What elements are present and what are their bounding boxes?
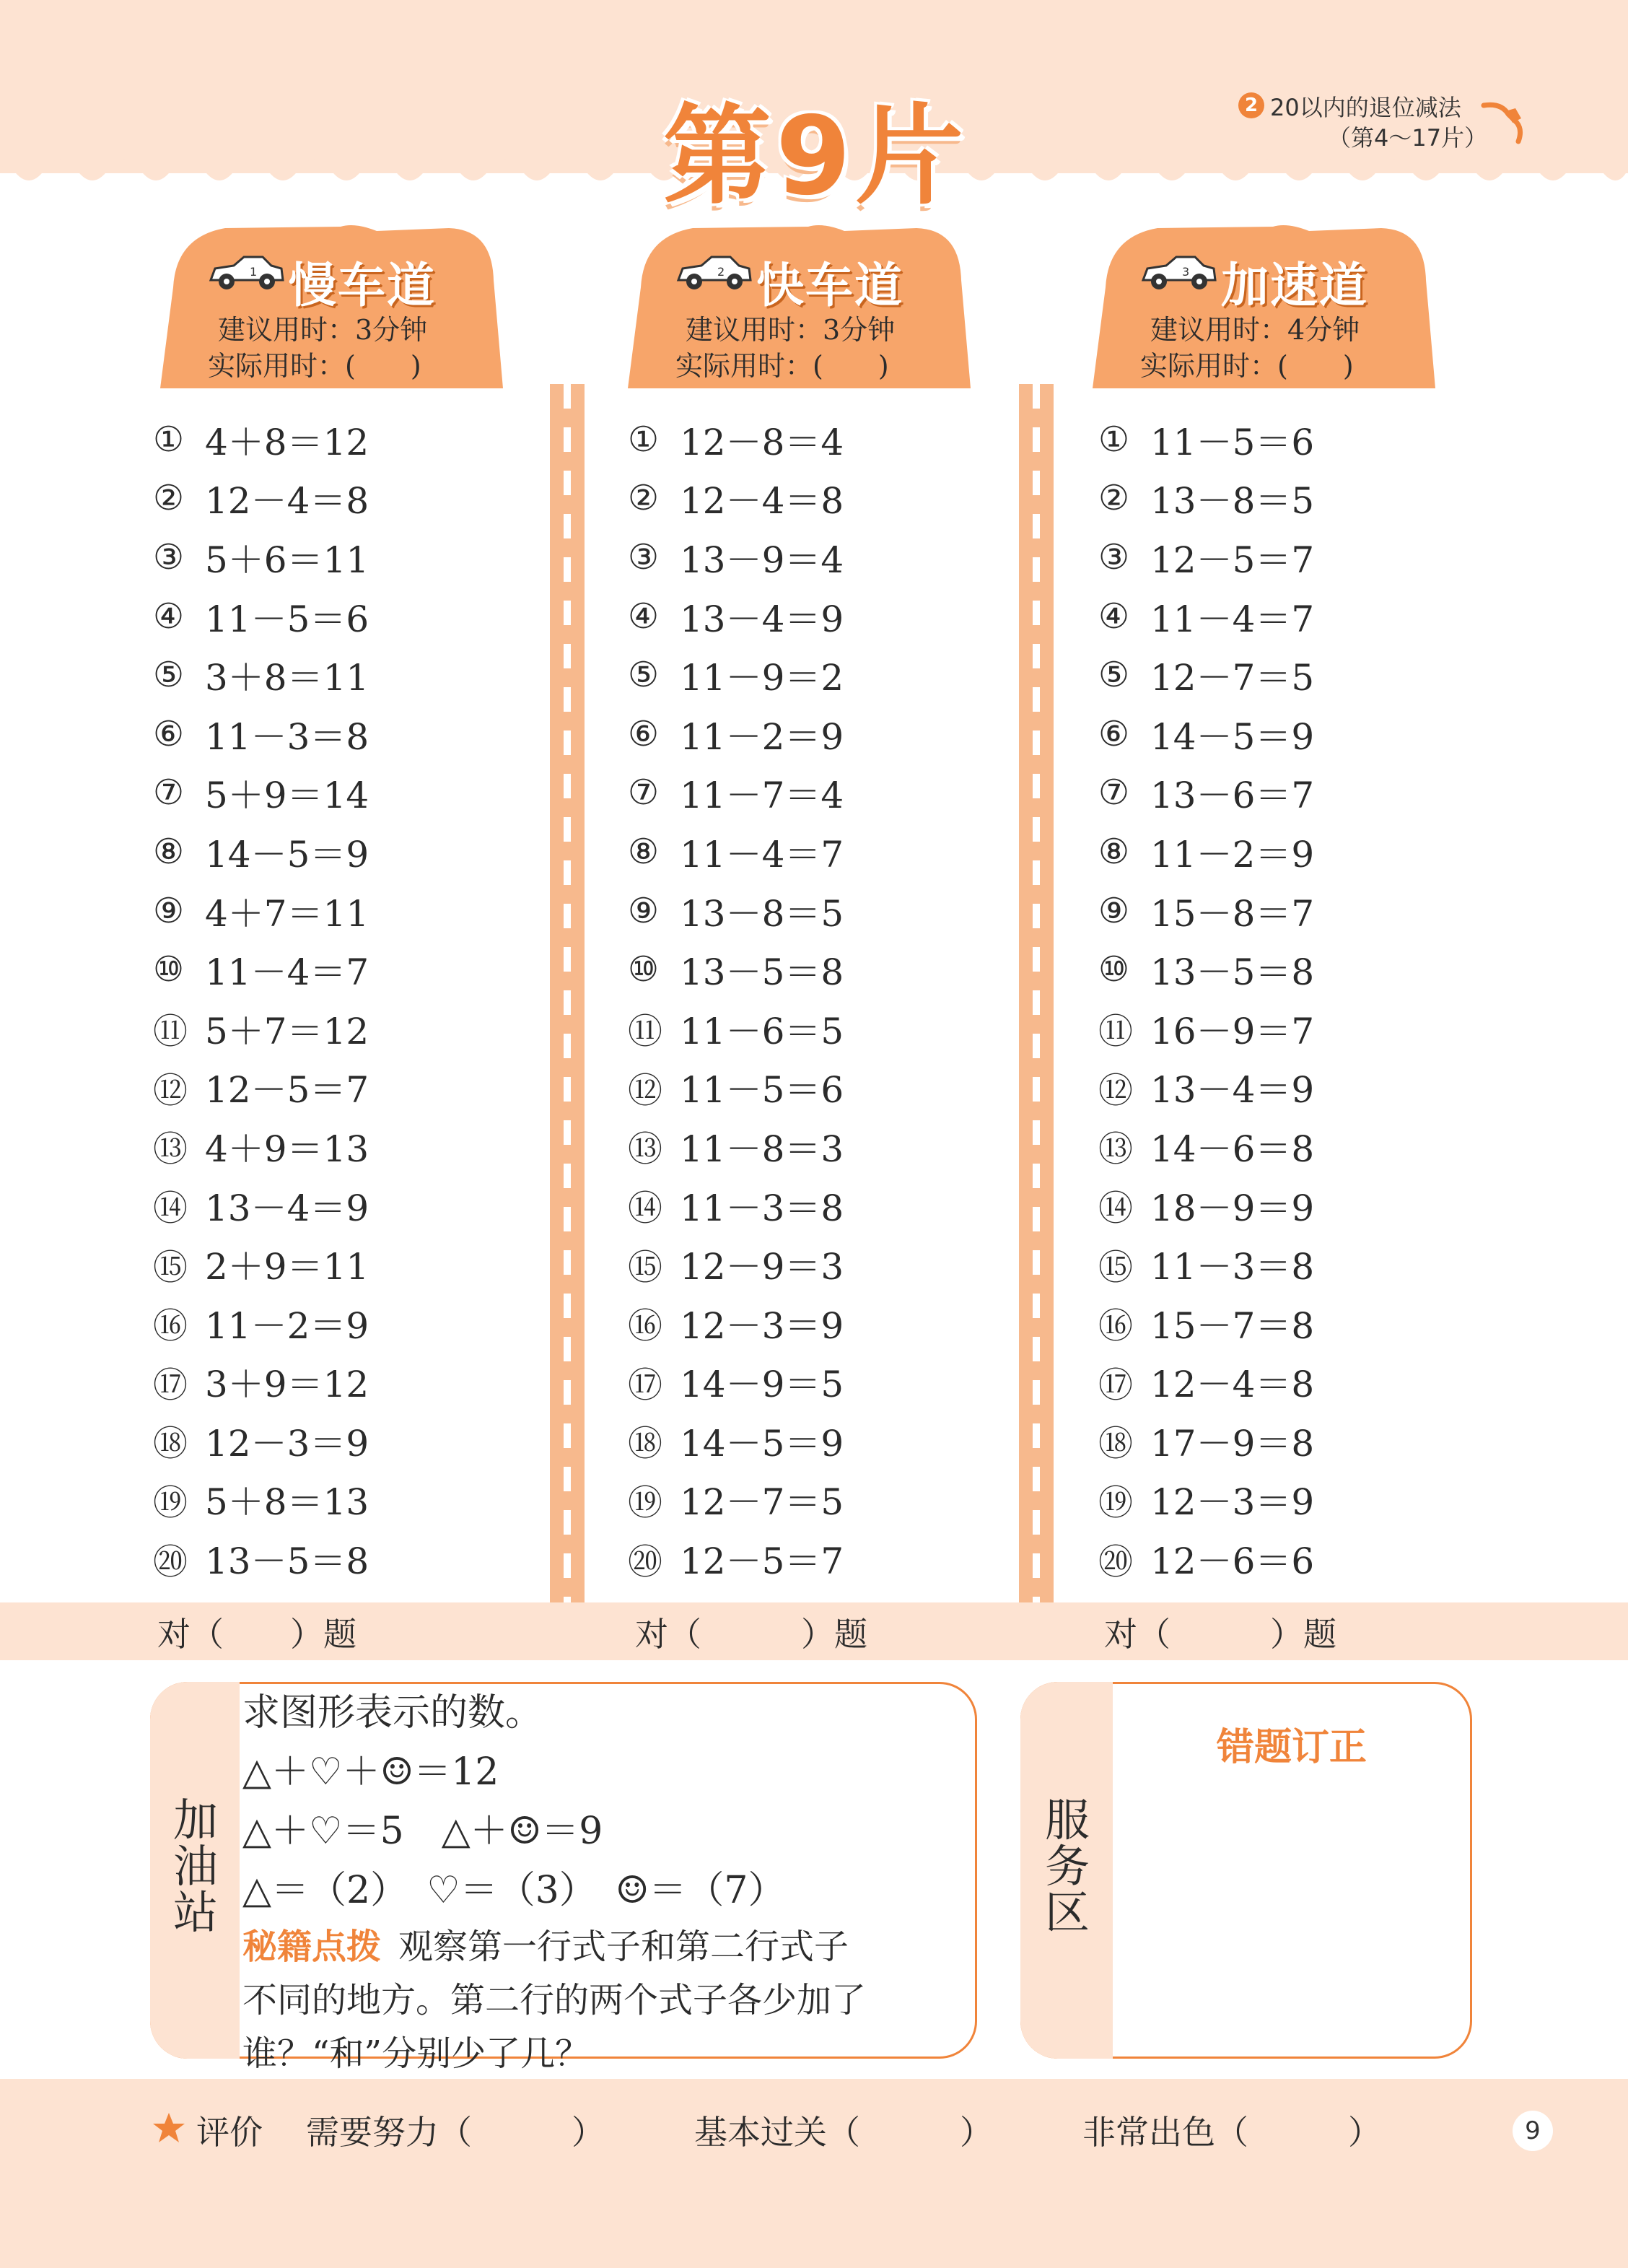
problem-number: ③ [1098,536,1130,577]
problem-row [628,1176,916,1235]
problem-expression: 11－9＝2 [680,657,844,699]
problem-expression: 17－9＝8 [1150,1422,1315,1465]
road-divider [1019,384,1054,1611]
problem-number: ④ [153,596,185,637]
problem-row [628,469,916,528]
problem-expression: 14－5＝9 [205,833,369,876]
problem-expression: 11－4＝7 [680,833,844,876]
problem-number: ④ [1098,596,1130,637]
station-equation-1: △＋♡＋☺＝12 [242,1750,499,1794]
problem-number: ⑮ [1098,1247,1134,1288]
problem-number: ⑪ [1098,1011,1134,1052]
problem-row [628,528,916,587]
problem-row [153,1411,442,1470]
race-car-icon [206,253,286,293]
lane-actual-time: 实际用时：( ) [208,350,421,382]
problem-expression: 14－6＝8 [1150,1128,1315,1170]
lane-header-accelerate [1093,222,1435,388]
lane-name: 快车道 [756,258,903,313]
problem-expression: 11－2＝9 [680,715,844,758]
eval-option-excellent: 非常出色（ ） [1082,2113,1381,2152]
problem-expression: 5＋7＝12 [205,1010,369,1052]
problem-number: ⑰ [628,1364,663,1405]
problem-row [153,1058,442,1117]
problem-number: ⑪ [153,1011,188,1052]
problem-expression: 16－9＝7 [1150,1010,1315,1052]
road-divider [550,384,585,1611]
problem-number: ⑥ [1098,713,1130,754]
station-label: 加油站 [172,1794,218,1939]
problem-row [1098,1234,1387,1294]
station-prompt: 求图形表示的数。 [242,1691,543,1735]
problem-number: ⑲ [1098,1482,1134,1523]
problem-expression: 13－4＝9 [1150,1069,1315,1112]
problem-expression: 11－2＝9 [205,1304,369,1347]
problem-number: ⑳ [628,1541,663,1582]
lane-suggested-time: 建议用时：4分钟 [1150,314,1360,346]
correction-title: 错题订正 [1216,1726,1367,1769]
problem-number: ⑱ [628,1423,663,1465]
problem-expression: 11－3＝8 [1150,1246,1315,1288]
problem-number: ⑬ [628,1129,663,1170]
problem-row [628,1234,916,1294]
problem-number: ⑧ [1098,831,1130,872]
problem-expression: 12－7＝5 [680,1481,844,1524]
problem-number: ⑭ [628,1188,663,1229]
problem-expression: 13－9＝4 [680,538,844,581]
problem-expression: 13－4＝9 [205,1187,369,1229]
problem-number: ⑩ [153,949,185,990]
lane-header-fast [628,222,971,388]
problem-expression: 12－4＝8 [1150,1364,1315,1406]
problem-expression: 12－3＝9 [205,1422,369,1465]
problem-number: ⑳ [153,1541,188,1582]
page-number: 9 [1513,2111,1553,2151]
problem-row [628,822,916,881]
problem-expression: 11－2＝9 [1150,833,1315,876]
race-car-icon [1139,253,1218,293]
lane-actual-time: 实际用时：( ) [1140,350,1354,382]
problem-expression: 12－9＝3 [680,1246,844,1288]
eval-option-basic-pass: 基本过关（ ） [694,2113,993,2152]
problem-row [628,881,916,941]
problem-row [628,645,916,705]
problem-expression: 11－5＝6 [680,1069,844,1112]
problem-row [153,469,442,528]
lane-actual-time: 实际用时：( ) [675,350,889,382]
problem-number: ⑯ [153,1306,188,1347]
lane-suggested-time: 建议用时：3分钟 [686,314,896,346]
problem-row [1098,1411,1387,1470]
problem-number: ⑫ [153,1070,188,1111]
problem-number: ④ [628,596,660,637]
problem-number: ⑱ [153,1423,188,1465]
problem-expression: 13－5＝8 [1150,951,1315,994]
problem-row [628,1411,916,1470]
problem-expression: 15－8＝7 [1150,892,1315,935]
hint-title: 秘籍点拨 [242,1927,382,1967]
problem-row [628,1058,916,1117]
problem-number: ⑨ [153,890,185,931]
problem-row [153,999,442,1058]
problem-number: ⑤ [628,655,660,696]
problem-number: ② [1098,478,1130,519]
problem-row [628,999,916,1058]
problem-number: ⑧ [153,831,185,872]
problem-expression: 12－3＝9 [1150,1481,1315,1524]
svg-text:3: 3 [1182,265,1190,279]
problem-number: ⑪ [628,1011,663,1052]
problem-row [1098,587,1387,646]
problem-row [153,940,442,999]
problem-expression: 11－4＝7 [205,951,369,994]
lane-suggested-time: 建议用时：3分钟 [218,314,428,346]
eval-option-needs-effort: 需要努力（ ） [306,2113,605,2152]
problem-expression: 11－6＝5 [680,1010,844,1052]
problem-row [153,528,442,587]
service-label: 服务区 [1044,1794,1090,1939]
problem-expression: 12－7＝5 [1150,657,1315,699]
problem-row [153,764,442,823]
problem-row [1098,1529,1387,1588]
problem-expression: 12－3＝9 [680,1304,844,1347]
tally-fast: 对（ ）题 [635,1615,867,1654]
problem-number: ⑰ [1098,1364,1134,1405]
problem-number: ② [628,478,660,519]
problem-list-slow [153,410,442,1588]
problem-row [153,1353,442,1412]
problem-expression: 14－5＝9 [1150,715,1315,758]
problem-number: ⑥ [628,713,660,754]
problem-number: ⑲ [628,1482,663,1523]
problem-row [153,822,442,881]
problem-row [153,587,442,646]
problem-expression: 11－3＝8 [680,1187,844,1229]
problem-row [153,1470,442,1530]
problem-row [1098,1470,1387,1530]
problem-expression: 12－5＝7 [680,1540,844,1583]
lane-name: 慢车道 [289,258,436,313]
road-dashes [564,384,571,1611]
unit-title: 20以内的退位减法 [1270,94,1461,121]
fuel-nozzle-icon [1479,101,1530,152]
hint-text-1: 观察第一行式子和第二行式子 [398,1927,849,1967]
problem-number: ⑭ [153,1188,188,1229]
problem-row [628,705,916,764]
problem-number: ⑭ [1098,1188,1134,1229]
problem-number: ⑬ [153,1129,188,1170]
problem-row [1098,1058,1387,1117]
problem-expression: 11－5＝6 [205,598,369,640]
lane-header-slow [160,222,503,388]
hint-line-2: 不同的地方。第二行的两个式子各少加了 [242,1980,867,2020]
problem-number: ① [153,419,185,460]
problem-row [1098,881,1387,941]
problem-row [1098,940,1387,999]
problem-expression: 12－8＝4 [680,421,844,463]
problem-number: ⑯ [1098,1306,1134,1347]
problem-row [1098,469,1387,528]
problem-expression: 4＋7＝11 [205,892,369,935]
problem-expression: 5＋8＝13 [205,1481,369,1524]
lane-name: 加速道 [1221,258,1368,313]
problem-number: ② [153,478,185,519]
problem-row [153,1234,442,1294]
problem-row [1098,645,1387,705]
problem-number: ⑯ [628,1306,663,1347]
problem-number: ⑰ [153,1364,188,1405]
problem-expression: 13－8＝5 [1150,480,1315,523]
problem-row [153,881,442,941]
problem-number: ⑩ [628,949,660,990]
problem-row [1098,528,1387,587]
problem-row [628,410,916,469]
station-equation-2: △＋♡＝5 △＋☺＝9 [242,1810,603,1853]
problem-expression: 5＋9＝14 [205,775,369,817]
problem-row [153,410,442,469]
problem-number: ③ [153,536,185,577]
station-content [242,1683,971,2080]
problem-number: ⑫ [1098,1070,1134,1111]
problem-number: ⑥ [153,713,185,754]
problem-number: ① [1098,419,1130,460]
problem-number: ⑤ [153,655,185,696]
hint-line-1 [242,1920,971,1973]
problem-expression: 12－4＝8 [205,480,369,523]
problem-number: ① [628,419,660,460]
problem-number: ⑮ [628,1247,663,1288]
problem-expression: 13－6＝7 [1150,775,1315,817]
problem-row [153,1529,442,1588]
problem-row [1098,999,1387,1058]
problem-row [1098,1353,1387,1412]
race-car-icon [674,253,753,293]
problem-number: ⑦ [1098,772,1130,814]
problem-number: ⑨ [1098,890,1130,931]
problem-row [153,645,442,705]
problem-expression: 12－6＝6 [1150,1540,1315,1583]
problem-row [628,940,916,999]
problem-expression: 13－8＝5 [680,892,844,935]
problem-row [153,1294,442,1353]
problem-expression: 14－9＝5 [680,1364,844,1406]
problem-row [1098,822,1387,881]
problem-row [153,1117,442,1176]
problem-expression: 11－5＝6 [1150,421,1315,463]
problem-expression: 18－9＝9 [1150,1187,1315,1229]
problem-expression: 15－7＝8 [1150,1304,1315,1347]
problem-number: ⑫ [628,1070,663,1111]
problem-number: ⑧ [628,831,660,872]
svg-text:2: 2 [717,265,725,279]
problem-number: ⑲ [153,1482,188,1523]
problem-expression: 13－5＝8 [205,1540,369,1583]
problem-expression: 11－8＝3 [680,1128,844,1170]
problem-expression: 4＋9＝13 [205,1128,369,1170]
problem-expression: 11－7＝4 [680,775,844,817]
problem-row [628,1353,916,1412]
problem-expression: 2＋9＝11 [205,1246,369,1288]
problem-expression: 11－4＝7 [1150,598,1315,640]
problem-row [628,1117,916,1176]
problem-number: ⑩ [1098,949,1130,990]
problem-number: ⑤ [1098,655,1130,696]
problem-row [153,1176,442,1235]
problem-expression: 5＋6＝11 [205,538,369,581]
problem-number: ⑳ [1098,1541,1134,1582]
problem-row [1098,1294,1387,1353]
problem-number: ⑬ [1098,1129,1134,1170]
problem-expression: 12－5＝7 [1150,538,1315,581]
problem-number: ⑦ [628,772,660,814]
problem-expression: 11－3＝8 [205,715,369,758]
problem-row [628,587,916,646]
problem-row [153,705,442,764]
problem-expression: 3＋9＝12 [205,1364,369,1406]
problem-expression: 12－5＝7 [205,1069,369,1112]
hint-line-3: 谁？“和”分别少了几？ [242,2033,590,2074]
problem-list-accelerate [1098,410,1387,1588]
problem-expression: 13－4＝9 [680,598,844,640]
problem-number: ⑮ [153,1247,188,1288]
problem-expression: 13－5＝8 [680,951,844,994]
problem-expression: 12－4＝8 [680,480,844,523]
page-title: 第9片 [662,94,968,219]
problem-number: ③ [628,536,660,577]
problem-expression: 3＋8＝11 [205,657,369,699]
problem-row [628,1470,916,1530]
problem-expression: 14－5＝9 [680,1422,844,1465]
svg-text:1: 1 [250,265,258,279]
problem-row [1098,1176,1387,1235]
problem-row [628,1294,916,1353]
tally-accelerate: 对（ ）题 [1104,1615,1336,1654]
tally-slow: 对（ ）题 [157,1615,356,1654]
road-dashes [1033,384,1040,1611]
problem-row [1098,764,1387,823]
station-answers: △＝（2） ♡＝（3） ☺＝（7） [242,1869,786,1912]
problem-row [628,1529,916,1588]
problem-row [1098,705,1387,764]
problem-row [1098,1117,1387,1176]
problem-number: ⑦ [153,772,185,814]
evaluation-label: 评价 [196,2113,263,2152]
star-icon [152,2111,186,2145]
problem-list-fast [628,410,916,1588]
problem-row [1098,410,1387,469]
unit-number-badge: 2 [1238,92,1264,118]
problem-expression: 4＋8＝12 [205,421,369,463]
problem-number: ⑨ [628,890,660,931]
problem-number: ⑱ [1098,1423,1134,1465]
problem-row [628,764,916,823]
unit-range: （第4～17片） [1328,124,1488,152]
